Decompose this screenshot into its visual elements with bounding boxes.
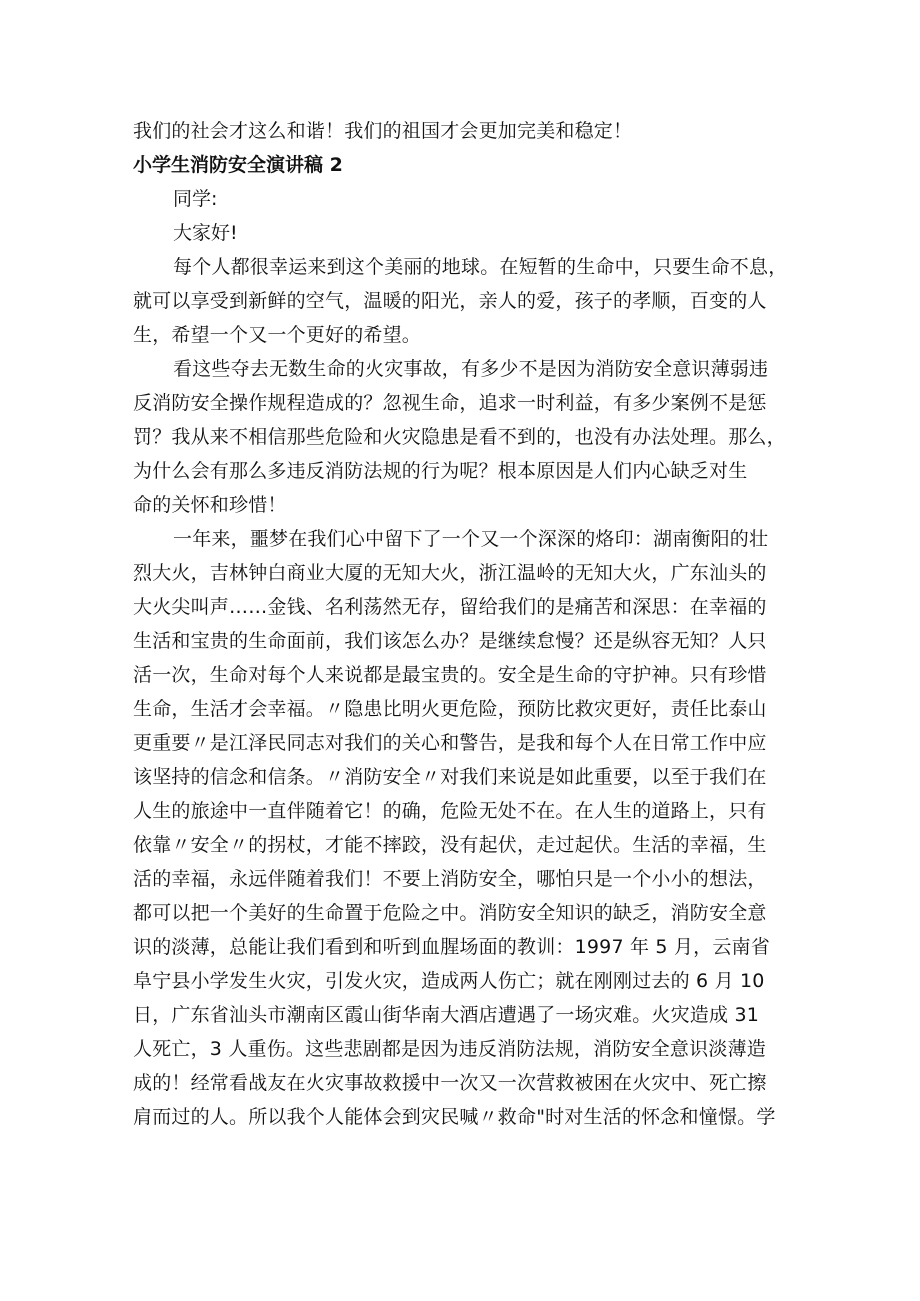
paragraph-line: 依靠〃安全〃的拐杖，才能不摔跤，没有起伏，走过起伏。生活的幸福，生 — [133, 834, 767, 856]
paragraph-line: 为什么会有那么多违反消防法规的行为呢？根本原因是人们内心缺乏对生 — [133, 460, 748, 482]
paragraph-line: 罚？我从来不相信那些危险和火灾隐患是看不到的，也没有办法处理。那么， — [133, 426, 786, 448]
paragraph-line: 更重要〃是江泽民同志对我们的关心和警告，是我和每个人在日常工作中应 — [133, 732, 767, 754]
paragraph-line: 看这些夺去无数生命的火灾事故，有多少不是因为消防安全意识薄弱违 — [173, 358, 769, 380]
paragraph-line: 日，广东省汕头市潮南区霞山街华南大酒店遭遇了一场灾难。火灾造成 31 — [133, 1004, 760, 1026]
paragraph-line: 命的关怀和珍惜！ — [133, 494, 287, 516]
paragraph-1 — [133, 250, 799, 352]
paragraph-line: 都可以把一个美好的生命置于危险之中。消防安全知识的缺乏，消防安全意 — [133, 902, 767, 924]
paragraph-line: 一年来，噩梦在我们心中留下了一个又一个深深的烙印：湖南衡阳的壮 — [173, 528, 769, 550]
paragraph-line: 肩而过的人。所以我个人能体会到灾民喊〃救命"时对生活的怀念和憧憬。学 — [133, 1106, 776, 1128]
paragraph-line: 识的淡薄，总能让我们看到和听到血腥场面的教训：1997 年 5 月，云南省 — [133, 936, 770, 958]
paragraph-3 — [133, 522, 799, 1134]
greeting: 大家好! — [173, 222, 238, 244]
paragraph-line: 人死亡，3 人重伤。这些悲剧都是因为违反消防法规，消防安全意识淡薄造 — [133, 1038, 766, 1060]
paragraph-line: 活的幸福，永远伴随着我们！不要上消防安全，哪怕只是一个小小的想法， — [133, 868, 767, 890]
paragraph-line: 大火尖叫声……金钱、名利荡然无存，留给我们的是痛苦和深思：在幸福的 — [133, 596, 767, 618]
paragraph-line: 阜宁县小学发生火灾，引发火灾，造成两人伤亡；就在刚刚过去的 6 月 10 — [133, 970, 765, 992]
paragraph-line: 每个人都很幸运来到这个美丽的地球。在短暂的生命中，只要生命不息， — [173, 256, 788, 278]
paragraph-line: 反消防安全操作规程造成的？忽视生命，追求一时利益，有多少案例不是惩 — [133, 392, 767, 414]
intro-line: 我们的社会才这么和谐！我们的祖国才会更加完美和稳定！ — [133, 120, 633, 142]
section-title: 小学生消防安全演讲稿 2 — [133, 154, 343, 176]
paragraph-line: 就可以享受到新鲜的空气，温暖的阳光，亲人的爱，孩子的孝顺，百变的人 — [133, 290, 767, 312]
document-body — [133, 114, 799, 1134]
paragraph-line: 该坚持的信念和信条。〃消防安全〃对我们来说是如此重要，以至于我们在 — [133, 766, 767, 788]
salutation: 同学: — [173, 188, 218, 210]
paragraph-line: 烈大火，吉林钟白商业大厦的无知大火，浙江温岭的无知大火，广东汕头的 — [133, 562, 767, 584]
paragraph-2 — [133, 352, 799, 522]
paragraph-line: 生，希望一个又一个更好的希望。 — [133, 324, 422, 346]
paragraph-line: 生活和宝贵的生命面前，我们该怎么办？是继续怠慢？还是纵容无知？人只 — [133, 630, 767, 652]
paragraph-line: 成的！经常看战友在火灾事故救援中一次又一次营救被困在火灾中、死亡擦 — [133, 1072, 767, 1094]
paragraph-line: 活一次，生命对每个人来说都是最宝贵的。安全是生命的守护神。只有珍惜 — [133, 664, 767, 686]
paragraph-line: 生命，生活才会幸福。〃隐患比明火更危险，预防比救灾更好，责任比泰山 — [133, 698, 767, 720]
paragraph-line: 人生的旅途中一直伴随着它！的确，危险无处不在。在人生的道路上，只有 — [133, 800, 767, 822]
